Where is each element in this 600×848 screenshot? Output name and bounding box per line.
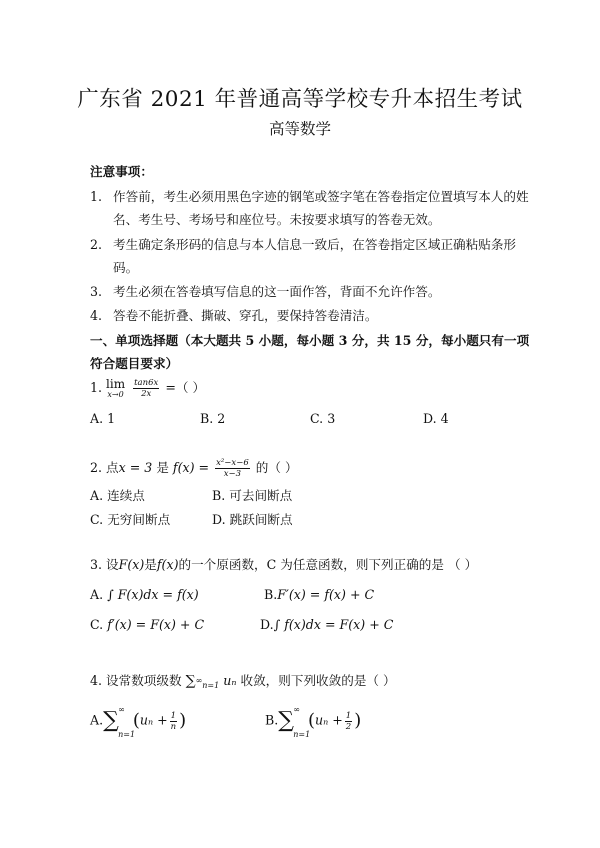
option-a-label: A. bbox=[90, 587, 104, 602]
sum-expression bbox=[278, 705, 311, 739]
question-1-option-b[interactable]: B. 2 bbox=[200, 411, 226, 426]
fraction-numerator: 1 bbox=[170, 710, 177, 721]
question-4 bbox=[90, 672, 396, 695]
question-2-option-a[interactable]: A. 连续点 bbox=[90, 488, 145, 503]
option-d-formula: ∫ f(x)dx = F(x) + C bbox=[273, 617, 394, 632]
question-2-prefix: 2. 点 bbox=[90, 460, 119, 475]
fraction-denominator: n bbox=[170, 721, 177, 732]
question-3-option-a[interactable] bbox=[90, 586, 199, 604]
option-b-formula: F′(x) = f(x) + C bbox=[277, 587, 375, 602]
question-2-option-d[interactable]: D. 跳跃间断点 bbox=[212, 512, 293, 527]
notice-item-1-num: 1. bbox=[90, 189, 103, 204]
notice-item-3-num: 3. bbox=[90, 284, 103, 299]
limit-symbol: lim bbox=[106, 377, 126, 391]
sum-upper-limit: ∞ bbox=[195, 676, 203, 685]
question-3-antiderivative: F(x) bbox=[118, 557, 145, 572]
option-d-label: D. bbox=[260, 617, 274, 632]
sum-symbol: ∑ bbox=[278, 708, 294, 733]
question-1-option-c[interactable]: C. 3 bbox=[310, 411, 336, 426]
fraction-numerator: tan6x bbox=[134, 378, 159, 388]
sum-expression bbox=[103, 705, 136, 739]
option-b-label: B. bbox=[265, 712, 279, 728]
question-2-fraction bbox=[215, 458, 250, 479]
section-heading-line1: 一、单项选择题（本大题共 5 小题，每小题 3 分，共 15 分，每小题只有一项 bbox=[90, 333, 530, 348]
question-4-option-b[interactable]: B.∑ ∞ n=1 (uₙ + $\frac{1}{2}$ ) bbox=[265, 710, 361, 732]
sum-upper-limit: ∞ bbox=[118, 705, 125, 714]
option-a-formula: ∫ F(x)dx = f(x) bbox=[107, 587, 199, 602]
question-3-part-1: 3. 设 bbox=[90, 557, 119, 572]
notice-item-2-num: 2. bbox=[90, 237, 103, 252]
notice-item-1-line1: 作答前，考生必须用黑色字迹的钢笔或签字笔在答卷指定位置填写本人的姓 bbox=[113, 189, 529, 204]
limit-subscript: x→0 bbox=[107, 390, 124, 399]
option-b-fraction bbox=[345, 711, 352, 732]
sum-lower-limit: n=1 bbox=[118, 730, 136, 739]
option-b-term: uₙ + bbox=[315, 712, 343, 728]
section-heading-line2: 符合题目要求） bbox=[90, 356, 179, 371]
question-2-function: f(x) = bbox=[172, 460, 210, 475]
question-4-part-2: 收敛，则下列收敛的是（ ） bbox=[240, 673, 396, 688]
question-3-option-b[interactable] bbox=[264, 586, 374, 604]
question-3-function: f(x) bbox=[156, 557, 179, 572]
option-c-label: C. bbox=[90, 617, 104, 632]
question-4-option-a[interactable]: A.∑ ∞ n=1 (uₙ + $\frac{1}{n}$ ) bbox=[90, 710, 186, 732]
question-3-option-d[interactable] bbox=[260, 616, 393, 634]
fraction-denominator: 2 bbox=[345, 721, 352, 732]
limit-expression bbox=[106, 378, 125, 399]
notice-item-1-line2: 名、考生号、考场号和座位号。未按要求填写的答卷无效。 bbox=[113, 212, 441, 227]
question-1-option-d[interactable]: D. 4 bbox=[423, 411, 449, 426]
question-1 bbox=[90, 378, 205, 399]
option-a-fraction bbox=[170, 711, 177, 732]
notice-item-3-line1: 考生必须在答卷填写信息的这一面作答，背面不允许作答。 bbox=[113, 284, 441, 299]
fraction-numerator: x²−x−6 bbox=[216, 458, 249, 468]
notice-heading: 注意事项： bbox=[90, 164, 153, 179]
exam-title: 广东省 2021 年普通高等学校专升本招生考试 bbox=[77, 87, 523, 112]
fraction-denominator: x−3 bbox=[223, 469, 242, 479]
question-4-part-1: 4. 设常数项级数 bbox=[90, 673, 182, 688]
question-2-option-c[interactable]: C. 无穷间断点 bbox=[90, 512, 171, 527]
question-3-option-c[interactable] bbox=[90, 616, 204, 634]
sum-upper-limit: ∞ bbox=[293, 705, 300, 714]
sum-lower-limit: n=1 bbox=[293, 730, 311, 739]
question-1-tail: =（ ） bbox=[165, 380, 206, 395]
sum-symbol: ∑ bbox=[103, 708, 119, 733]
sum-lower-limit: n=1 bbox=[202, 681, 220, 690]
question-1-number: 1. bbox=[90, 380, 103, 395]
question-1-option-a[interactable]: A. 1 bbox=[90, 411, 116, 426]
question-3-part-2: 是 bbox=[144, 557, 157, 572]
exam-subject: 高等数学 bbox=[268, 120, 331, 138]
notice-item-2-line1: 考生确定条形码的信息与本人信息一致后，在答卷指定区域正确粘贴条形 bbox=[113, 237, 516, 252]
question-2 bbox=[90, 458, 298, 479]
question-3 bbox=[90, 556, 477, 574]
option-a-label: A. bbox=[90, 712, 104, 728]
option-a-term: uₙ + bbox=[139, 712, 168, 728]
notice-item-2-line2: 码。 bbox=[113, 260, 139, 275]
question-2-condition: x = 3 bbox=[118, 460, 153, 475]
fraction-numerator: 1 bbox=[345, 710, 352, 721]
question-2-mid: 是 bbox=[152, 460, 173, 475]
option-b-label: B. bbox=[264, 587, 278, 602]
question-2-option-b[interactable]: B. 可去间断点 bbox=[212, 488, 293, 503]
question-1-fraction bbox=[133, 378, 159, 399]
sum-symbol: ∑ bbox=[185, 673, 196, 689]
fraction-denominator: 2x bbox=[141, 389, 152, 399]
series-term: uₙ bbox=[223, 673, 237, 688]
notice-item-4-num: 4. bbox=[90, 308, 103, 323]
question-3-part-3: 的一个原函数，C 为任意函数，则下列正确的是 （ ） bbox=[178, 557, 478, 572]
notice-item-4-line1: 答卷不能折叠、撕破、穿孔，要保持答卷清洁。 bbox=[113, 308, 378, 323]
option-c-formula: f′(x) = F(x) + C bbox=[107, 617, 205, 632]
question-2-tail: 的（ ） bbox=[251, 460, 298, 475]
